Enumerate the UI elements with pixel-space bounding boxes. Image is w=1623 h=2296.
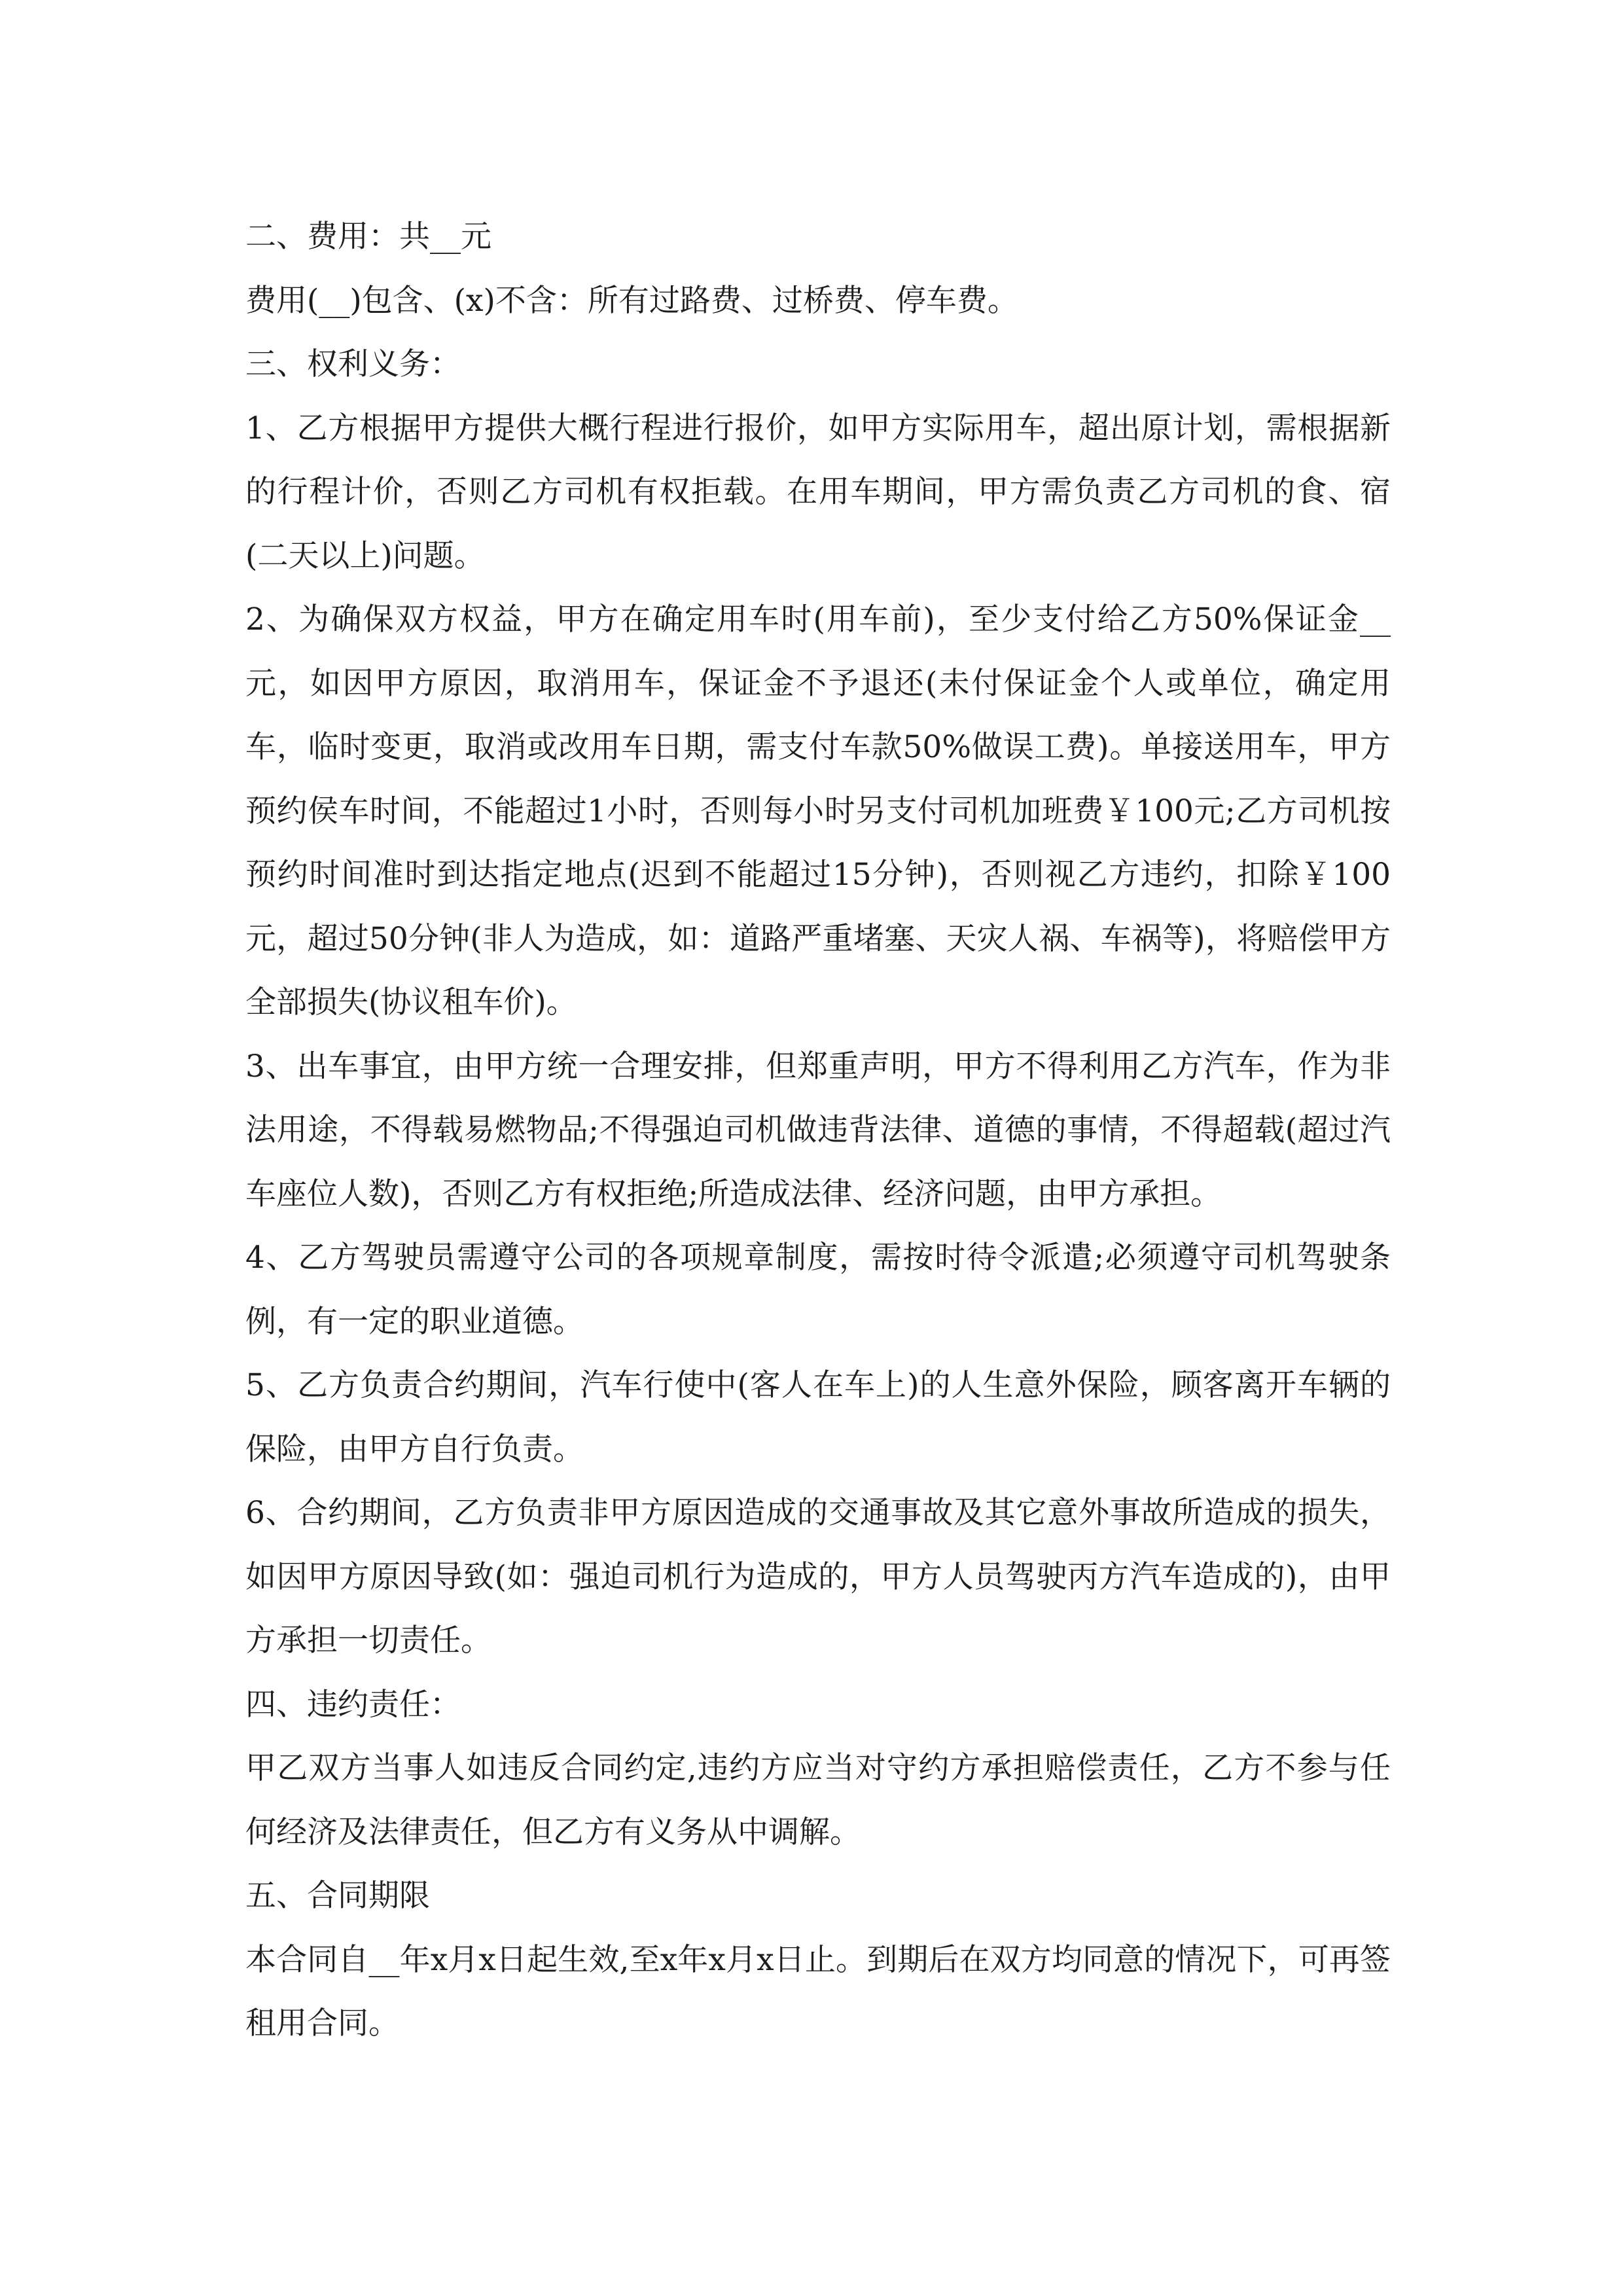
clause-3-paragraph: 3、出车事宜，由甲方统一合理安排，但郑重声明，甲方不得利用乙方汽车，作为非法用途，不得载易燃物品;不得强迫司机做违背法律、道德的事情，不得超载(超过汽车座位人数)，否则乙方有权拒绝;所造成法律、经济问题，由甲方承担。: [245, 1048, 1391, 1212]
section-heading-rights-obligations: 三、权利义务：: [245, 346, 461, 382]
section-heading-contract-term: 五、合同期限: [245, 1878, 430, 1914]
clause-5-paragraph: 5、乙方负责合约期间，汽车行使中(客人在车上)的人生意外保险，顾客离开车辆的保险，由甲方自行负责。: [245, 1367, 1391, 1467]
section-heading-breach-liability: 四、违约责任：: [245, 1686, 461, 1723]
fees-inclusion-paragraph: 费用(__)包含、(x)不含：所有过路费、过桥费、停车费。: [245, 282, 1018, 319]
clause-2-paragraph: 2、为确保双方权益，甲方在确定用车时(用车前)，至少支付给乙方50%保证金__元，如因甲方原因，取消用车，保证金不予退还(未付保证金个人或单位，确定用车，临时变更，取消或改用车日期，需支付车款50%做误工费)。单接送用车，甲方预约侯车时间，不能超过1小时，否则每小时另支付司机加班费￥100元;乙方司机按预约时间准时到达指定地点(迟到不能超过15分钟)，否则视乙方违约，扣除￥100元，超过50分钟(非人为造成，如：道路严重堵塞、天灾人祸、车祸等)，将赔偿甲方全部损失(协议租车价)。: [245, 601, 1391, 1020]
clause-4-paragraph: 4、乙方驾驶员需遵守公司的各项规章制度，需按时待令派遣;必须遵守司机驾驶条例，有一定的职业道德。: [245, 1240, 1391, 1340]
clause-6-paragraph: 6、合约期间，乙方负责非甲方原因造成的交通事故及其它意外事故所造成的损失，如因甲方原因导致(如：强迫司机行为造成的，甲方人员驾驶丙方汽车造成的)，由甲方承担一切责任。: [245, 1495, 1391, 1659]
document-body: [245, 205, 1391, 2056]
section-heading-fees: 二、费用：共__元: [245, 219, 491, 255]
breach-liability-paragraph: 甲乙双方当事人如违反合同约定,违约方应当对守约方承担赔偿责任，乙方不参与任何经济及法律责任，但乙方有义务从中调解。: [245, 1750, 1391, 1850]
clause-1-paragraph: 1、乙方根据甲方提供大概行程进行报价，如甲方实际用车，超出原计划，需根据新的行程计价，否则乙方司机有权拒载。在用车期间，甲方需负责乙方司机的食、宿(二天以上)问题。: [245, 410, 1391, 574]
contract-term-paragraph: 本合同自__年x月x日起生效,至x年x月x日止。到期后在双方均同意的情况下，可再签租用合同。: [245, 1941, 1391, 2041]
